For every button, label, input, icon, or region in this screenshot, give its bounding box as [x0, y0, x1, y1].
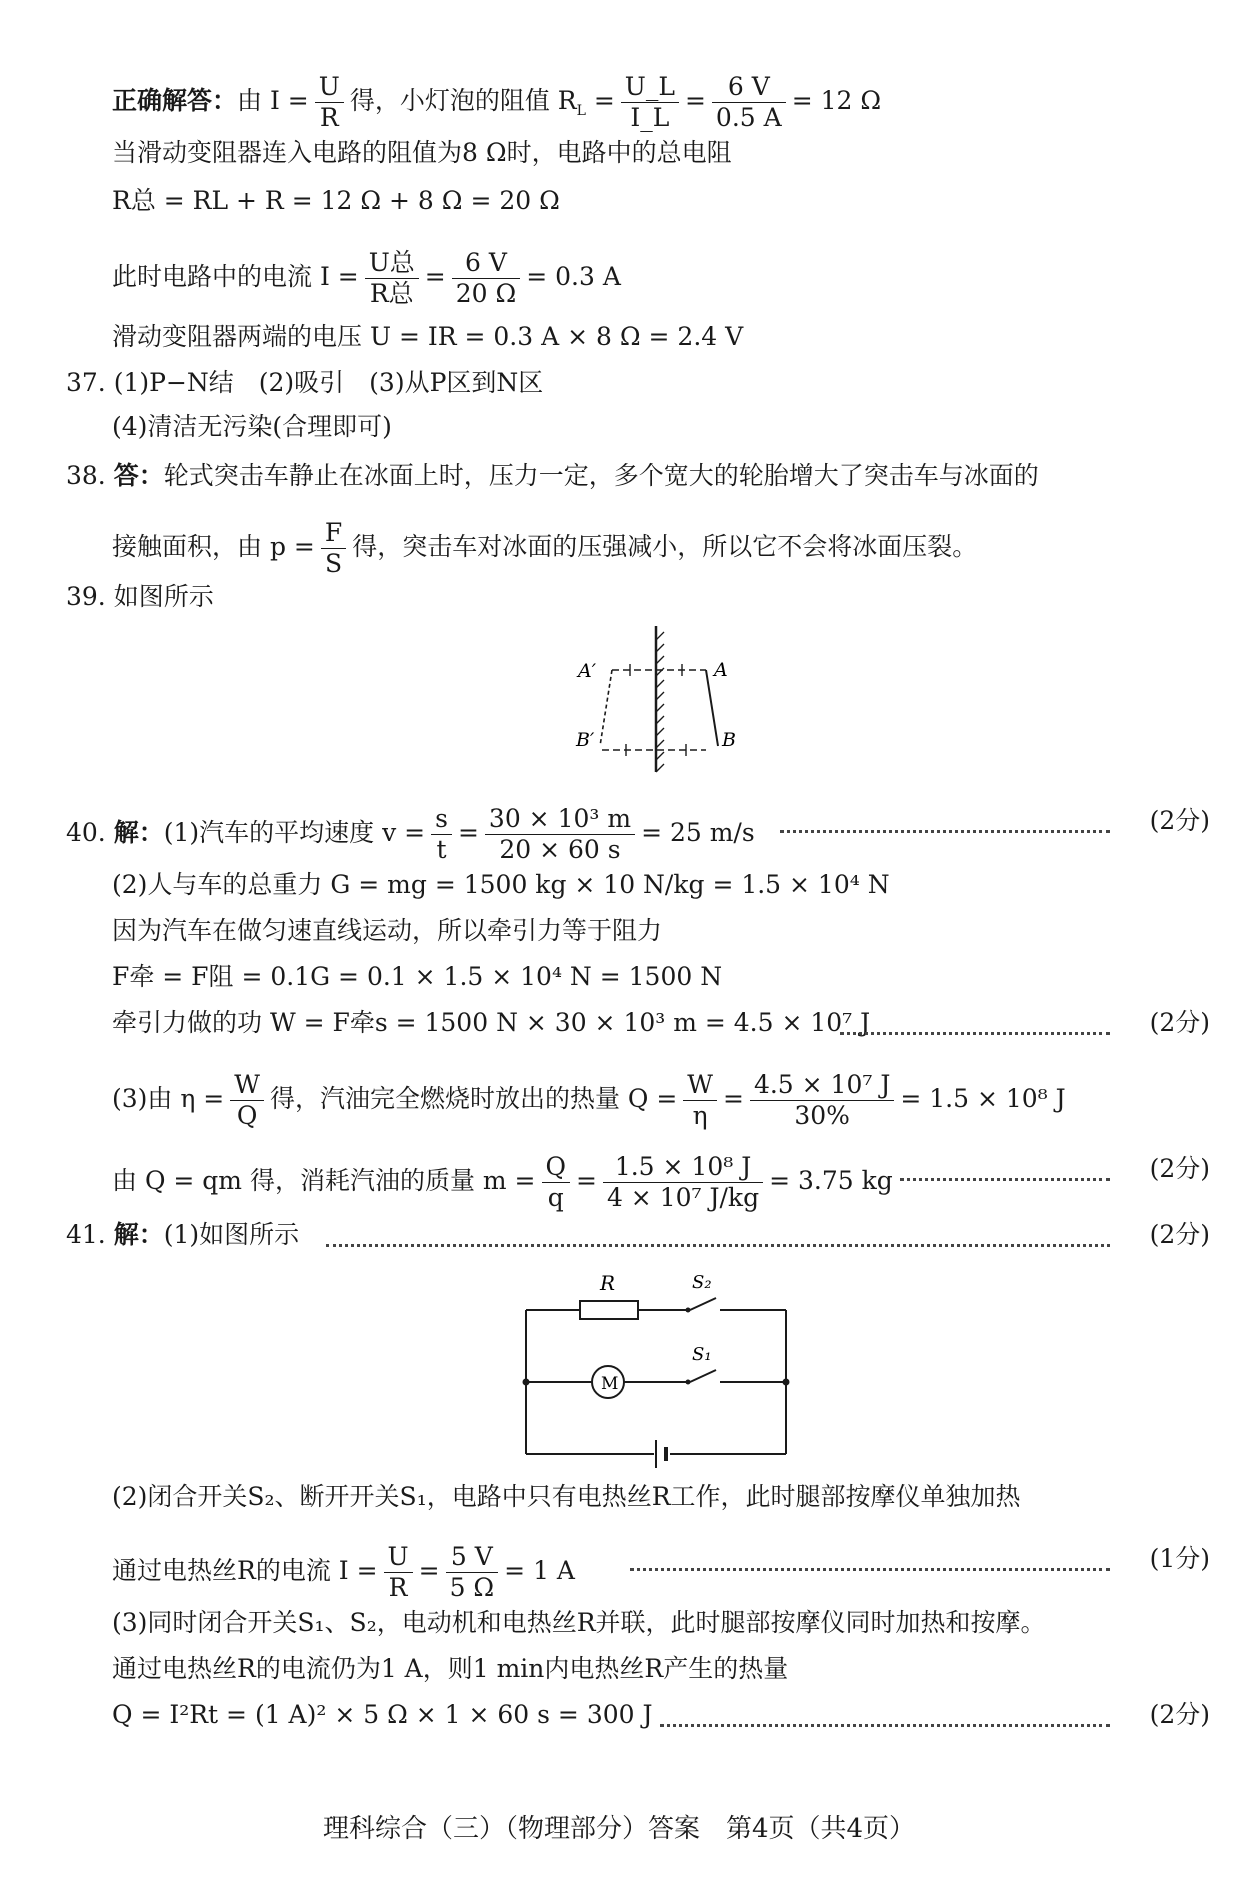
q40-line4: F牵 = F阻 = 0.1G = 0.1 × 1.5 × 10⁴ N = 1500 N	[112, 962, 723, 991]
label-a-prime: A′	[578, 660, 597, 682]
text: (1)汽车的平均速度 v =	[163, 818, 426, 847]
text: 40.	[66, 818, 114, 847]
text: = 12 Ω	[791, 86, 882, 115]
text: 41.	[66, 1220, 114, 1249]
fraction: $\frac{\text{1.5 × 10⁸ J}}{\text{4 × 10⁷ J/kg}}$	[603, 1152, 763, 1213]
text: = 1.5 × 10⁸ J	[900, 1084, 1066, 1113]
fraction: $\frac{\text{30 × 10³ m}}{20 \times 60 s}$	[485, 804, 635, 865]
score: (2分)	[1149, 1154, 1210, 1183]
fraction: $\frac{s}{t}$	[431, 804, 452, 865]
q41-line5: 通过电热丝R的电流仍为1 A，则1 min内电热丝R产生的热量	[112, 1654, 789, 1683]
fraction: $\frac{W}{Q}$	[230, 1070, 264, 1131]
text: = 3.75 kg	[769, 1166, 893, 1195]
fraction: $\frac{U\_L}{I\_L}$	[621, 72, 679, 133]
fraction: $\frac{U}{R}$	[315, 72, 344, 133]
label-b-prime: B′	[576, 729, 595, 751]
answer-label: 解：	[113, 818, 164, 847]
label-b: B	[722, 729, 736, 751]
q41-line1	[66, 1218, 299, 1252]
q36-line5: 滑动变阻器两端的电压 U = IR = 0.3 A × 8 Ω = 2.4 V	[112, 322, 744, 351]
text: 由 Q = qm 得，消耗汽油的质量 m =	[112, 1166, 536, 1195]
answer-label: 解：	[113, 1220, 164, 1249]
text: (3)由 η =	[112, 1084, 225, 1113]
text: 接触面积，由 p =	[112, 532, 315, 561]
q41-line2: (2)闭合开关S₂、断开开关S₁，电路中只有电热丝R工作，此时腿部按摩仪单独加热	[112, 1482, 1021, 1511]
text: 得，小灯泡的阻值 R	[349, 86, 577, 115]
score: (2分)	[1149, 1700, 1210, 1729]
text: = 1 A	[504, 1556, 575, 1585]
fraction: $\frac{F}{S}$	[321, 518, 346, 579]
score: (2分)	[1149, 1008, 1210, 1037]
q36-line1: 正确解答：由 I = $\frac{U}{R}$ 得，小灯泡的阻值 $R_L$ = $\frac{U\_L}{I\_L}$ = $\frac{6 V}{0.5 A}$ = 12 Ω	[112, 72, 882, 132]
switch-s1-label: S₁	[692, 1344, 712, 1365]
text: 通过电热丝R的电流 I =	[112, 1556, 378, 1585]
circuit-diagram	[520, 1268, 800, 1468]
q40-line7: 由 Q = qm 得，消耗汽油的质量 m = $\frac{Q}{q}$ = $\frac{\text{1.5 × 10⁸ J}}{\text{4 × 10⁷ J/kg}}$ = 3.75 kg	[112, 1152, 893, 1212]
q41-line3: 通过电热丝R的电流 I = $\frac{U}{R}$ = $\frac{5 V}{5 \Omega}$ = 1 A	[112, 1542, 575, 1602]
q36-line4: 此时电路中的电流 I = U总 R总 = $\frac{6 V}{20 \Omega}$ = 0.3 A	[112, 248, 621, 308]
q38-line2	[112, 518, 977, 579]
label-a: A	[714, 659, 728, 681]
q41-line4: (3)同时闭合开关S₁、S₂，电动机和电热丝R并联，此时腿部按摩仪同时加热和按摩。	[112, 1608, 1046, 1637]
text: =	[585, 86, 615, 115]
text: 得，汽油完全燃烧时放出的热量 Q =	[269, 1084, 678, 1113]
q40-line6: (3)由 η = $\frac{W}{Q}$ 得，汽油完全燃烧时放出的热量 Q = $\frac{W}{\eta}$ = $\frac{\text{4.5 × 10⁷ J}}{30\%}$ = 1.5 × 10⁸ J	[112, 1070, 1066, 1130]
fraction: $\frac{\text{4.5 × 10⁷ J}}{30\%}$	[750, 1070, 894, 1131]
text: 38.	[66, 461, 114, 490]
mirror-diagram	[560, 620, 760, 780]
text: (1)如图所示	[163, 1220, 300, 1249]
text: 此时电路中的电流 I =	[112, 262, 359, 291]
text: 得，突击车对冰面的压强减小，所以它不会将冰面压裂。	[352, 532, 978, 561]
q37-line2: (4)清洁无污染(合理即可)	[112, 412, 392, 441]
switch-s2-label: S₂	[692, 1272, 712, 1293]
fraction: $\frac{Q}{q}$	[542, 1152, 571, 1213]
score: (2分)	[1149, 806, 1210, 835]
fraction: $\frac{6 V}{20 \Omega}$	[452, 248, 521, 309]
q38-line1	[66, 459, 1039, 493]
score: (1分)	[1149, 1544, 1210, 1573]
fraction: $\frac{5 V}{5 \Omega}$	[446, 1542, 499, 1603]
text: 由 I =	[237, 86, 309, 115]
fraction: $\frac{6 V}{0.5 A}$	[712, 72, 786, 133]
answer-label: 正确解答：	[112, 86, 238, 115]
motor-label: M	[601, 1374, 619, 1394]
resistor-label: R	[600, 1271, 616, 1295]
q39-line1: 39. 如图所示	[66, 582, 214, 611]
q37-line1: 37. (1)P−N结 (2)吸引 (3)从P区到N区	[66, 368, 544, 397]
text: = 0.3 A	[526, 262, 621, 291]
q41-line6: Q = I²Rt = (1 A)² × 5 Ω × 1 × 60 s = 300 J	[112, 1700, 653, 1729]
q40-line2: (2)人与车的总重力 G = mg = 1500 kg × 10 N/kg = 1.5 × 10⁴ N	[112, 870, 890, 899]
score: (2分)	[1149, 1220, 1210, 1249]
q40-line5: 牵引力做的功 W = F牵s = 1500 N × 30 × 10³ m = 4.5 × 10⁷ J	[112, 1008, 871, 1037]
fraction: U总 R总	[365, 248, 419, 309]
q36-line3: R总 = RL + R = 12 Ω + 8 Ω = 20 Ω	[112, 186, 560, 215]
text: 轮式突击车静止在冰面上时，压力一定，多个宽大的轮胎增大了突击车与冰面的	[163, 461, 1039, 490]
subscript: L	[576, 103, 586, 119]
q40-line1: 40. 解：(1)汽车的平均速度 v = $\frac{s}{t}$ = $\frac{\text{30 × 10³ m}}{20 \times 60 s}$ = 25 m/s	[66, 804, 755, 864]
fraction: $\frac{U}{R}$	[384, 1542, 413, 1603]
q40-line3: 因为汽车在做匀速直线运动，所以牵引力等于阻力	[112, 916, 663, 945]
q36-line2: 当滑动变阻器连入电路的阻值为8 Ω时，电路中的总电阻	[112, 138, 732, 167]
fraction: $\frac{W}{\eta}$	[683, 1070, 717, 1131]
answer-label: 答：	[113, 461, 164, 490]
page-footer: 理科综合（三）（物理部分）答案 第4页（共4页）	[322, 1814, 916, 1844]
text: = 25 m/s	[641, 818, 755, 847]
